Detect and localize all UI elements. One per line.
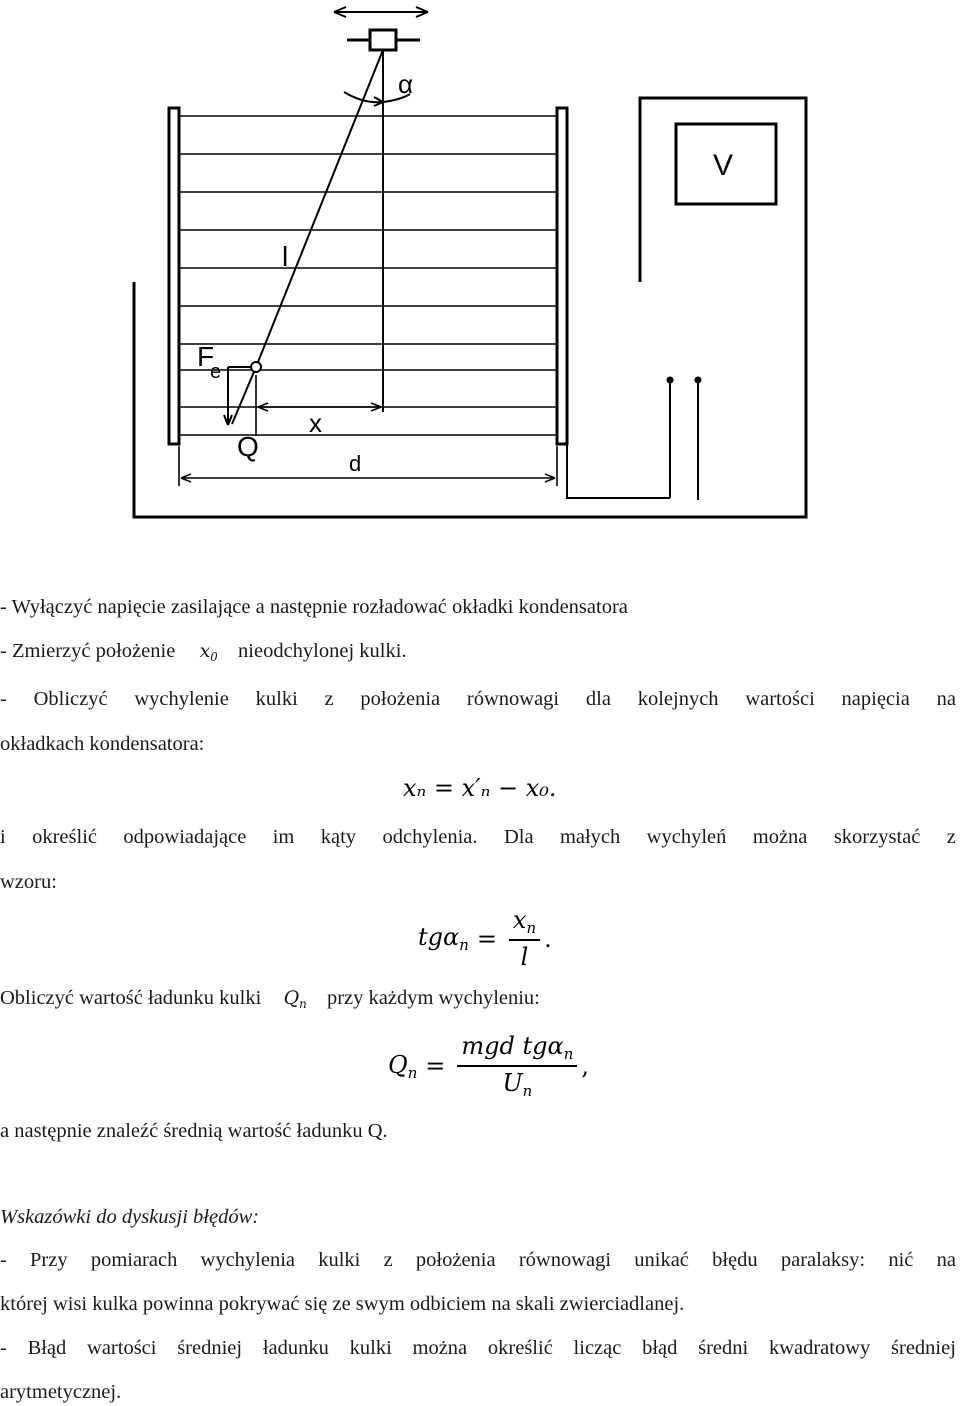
instruction-line-5 [0,827,956,848]
line5-word: małych [559,826,621,848]
line3-word: Obliczyć [33,688,108,710]
x0-sub: 0 [210,650,218,665]
eq2-denominator: l [520,943,529,972]
right-plate [557,108,567,444]
eq2-lhs-sub: n [459,936,469,955]
line5-word: Dla [503,826,534,848]
eq3-lhs-main: Q [388,1050,408,1079]
line10-word: błędu [712,1249,758,1271]
label-q: Q [237,431,259,462]
line5-word: odchylenia. [382,826,478,848]
line10-word: - [0,1249,7,1271]
line5-word: wychyleń [646,826,727,848]
line5-word: odpowiadające [123,826,247,848]
hint-line-3 [0,1338,956,1359]
eq2-numerator-sub: n [526,919,537,938]
eq3-lhs [388,1051,417,1082]
label-fe-sub: e [210,361,222,383]
instruction-line-6: wzoru: [0,871,57,893]
ball [251,362,261,372]
qn-symbol [283,987,307,1012]
eq3-numerator-sub: n [563,1045,574,1064]
line3-word: na [936,688,956,710]
line3-word: wychylenie [134,688,229,710]
line12-word: - [0,1337,7,1359]
line12-word: można [412,1337,468,1359]
eq3-numerator: mgd tgα [461,1032,564,1060]
label-d: d [349,451,362,476]
line12-word: średniej [891,1337,956,1359]
label-fe: F [197,341,215,372]
line3-word: kulki [255,688,298,710]
line3-word: położenia [360,688,441,710]
line12-word: błąd [642,1337,678,1359]
hints-heading: Wskazówki do dyskusji błędów: [0,1206,260,1228]
hint-line-1 [0,1250,956,1271]
instruction-line-4: okładkach kondensatora: [0,733,205,755]
equation-displacement: xₙ = x′ₙ − x₀. [403,774,557,802]
line12-word: ładunku [262,1337,329,1359]
instruction-line-2 [0,641,407,664]
line5-word: z [946,826,956,848]
line12-word: średni [698,1337,749,1359]
instruction-line-8: a następnie znaleźć średnią wartość ładunku Q. [0,1120,388,1142]
line3-word: równowagi [466,688,560,710]
line12-word: kulki [349,1337,392,1359]
hint-line-2: której wisi kulka powinna pokrywać się ze swym odbiciem na skali zwierciadlanej. [0,1293,685,1315]
line10-word: z [383,1249,393,1271]
line10-word: paralaksy: [780,1249,866,1271]
line5-word: można [752,826,808,848]
line3-word: napięcia [841,688,910,710]
thread-line [256,50,383,367]
line10-word: pomiarach [90,1249,178,1271]
eq3-denominator-sub: n [522,1082,533,1101]
instruction-line-1: - Wyłączyć napięcie zasilające a następnie rozładować okładki kondensatora [0,596,628,618]
line3-word: kolejnych [637,688,719,710]
instruction-line-3 [0,689,956,710]
line10-word: Przy [30,1249,68,1271]
line10-word: wychylenia [200,1249,296,1271]
eq3-denominator: U [502,1069,523,1098]
qn-main: Q [283,987,300,1009]
eq2-fraction [509,906,540,971]
line5-word: i [0,826,6,848]
line12-word: kwadratowy [768,1337,871,1359]
label-l: l [282,241,289,272]
line12-word: licząc [573,1337,622,1359]
line2-text-a: - Zmierzyć położenie [0,640,176,662]
line12-word: Błąd [27,1337,67,1359]
line3-word: wartości [745,688,815,710]
line10-word: kulki [318,1249,361,1271]
x0-main: x [199,640,211,662]
line12-word: średniej [177,1337,243,1359]
line5-word: im [272,826,295,848]
line3-word: - [0,688,7,710]
line10-word: na [936,1249,956,1271]
suspension-block [370,30,396,50]
eq3-fraction [457,1032,577,1100]
capacitor-pendulum-diagram [0,0,960,560]
line2-text-b: nieodchylonej kulki. [238,640,407,662]
line10-word: nić [888,1249,914,1271]
qn-sub: n [299,997,307,1012]
line12-word: określić [487,1337,553,1359]
tank-outline [134,98,806,517]
line10-word: unikać [634,1249,689,1271]
x0-symbol [199,640,218,665]
left-plate [169,108,179,444]
instruction-line-7 [0,988,540,1011]
line10-word: położenia [415,1249,496,1271]
line7-text-b: przy każdym wychyleniu: [326,987,540,1009]
line5-word: skorzystać [833,826,921,848]
line3-word: z [324,688,334,710]
hint-line-4: arytmetycznej. [0,1381,122,1403]
line5-word: kąty [320,826,357,848]
equation-charge: $Q_n$ = $\frac{mgd tg\alpha_n}{U_n}$ , [388,1032,589,1101]
label-alpha: α [398,69,414,99]
line12-word: wartości [87,1337,157,1359]
eq2-numerator: x [512,906,527,934]
label-voltmeter: V [713,149,734,182]
eq2-lhs [418,923,469,954]
line3-word: dla [585,688,611,710]
line10-word: równowagi [518,1249,612,1271]
label-x: x [309,408,322,438]
eq3-lhs-sub: n [407,1063,418,1082]
line7-text-a: Obliczyć wartość ładunku kulki [0,987,262,1009]
field-lines [179,116,557,435]
line5-word: określić [32,826,97,848]
equation-tangent: tgα$_n$ = $\frac{x_n}{l}$ . [418,906,552,972]
eq2-lhs-main: tgα [418,923,460,951]
